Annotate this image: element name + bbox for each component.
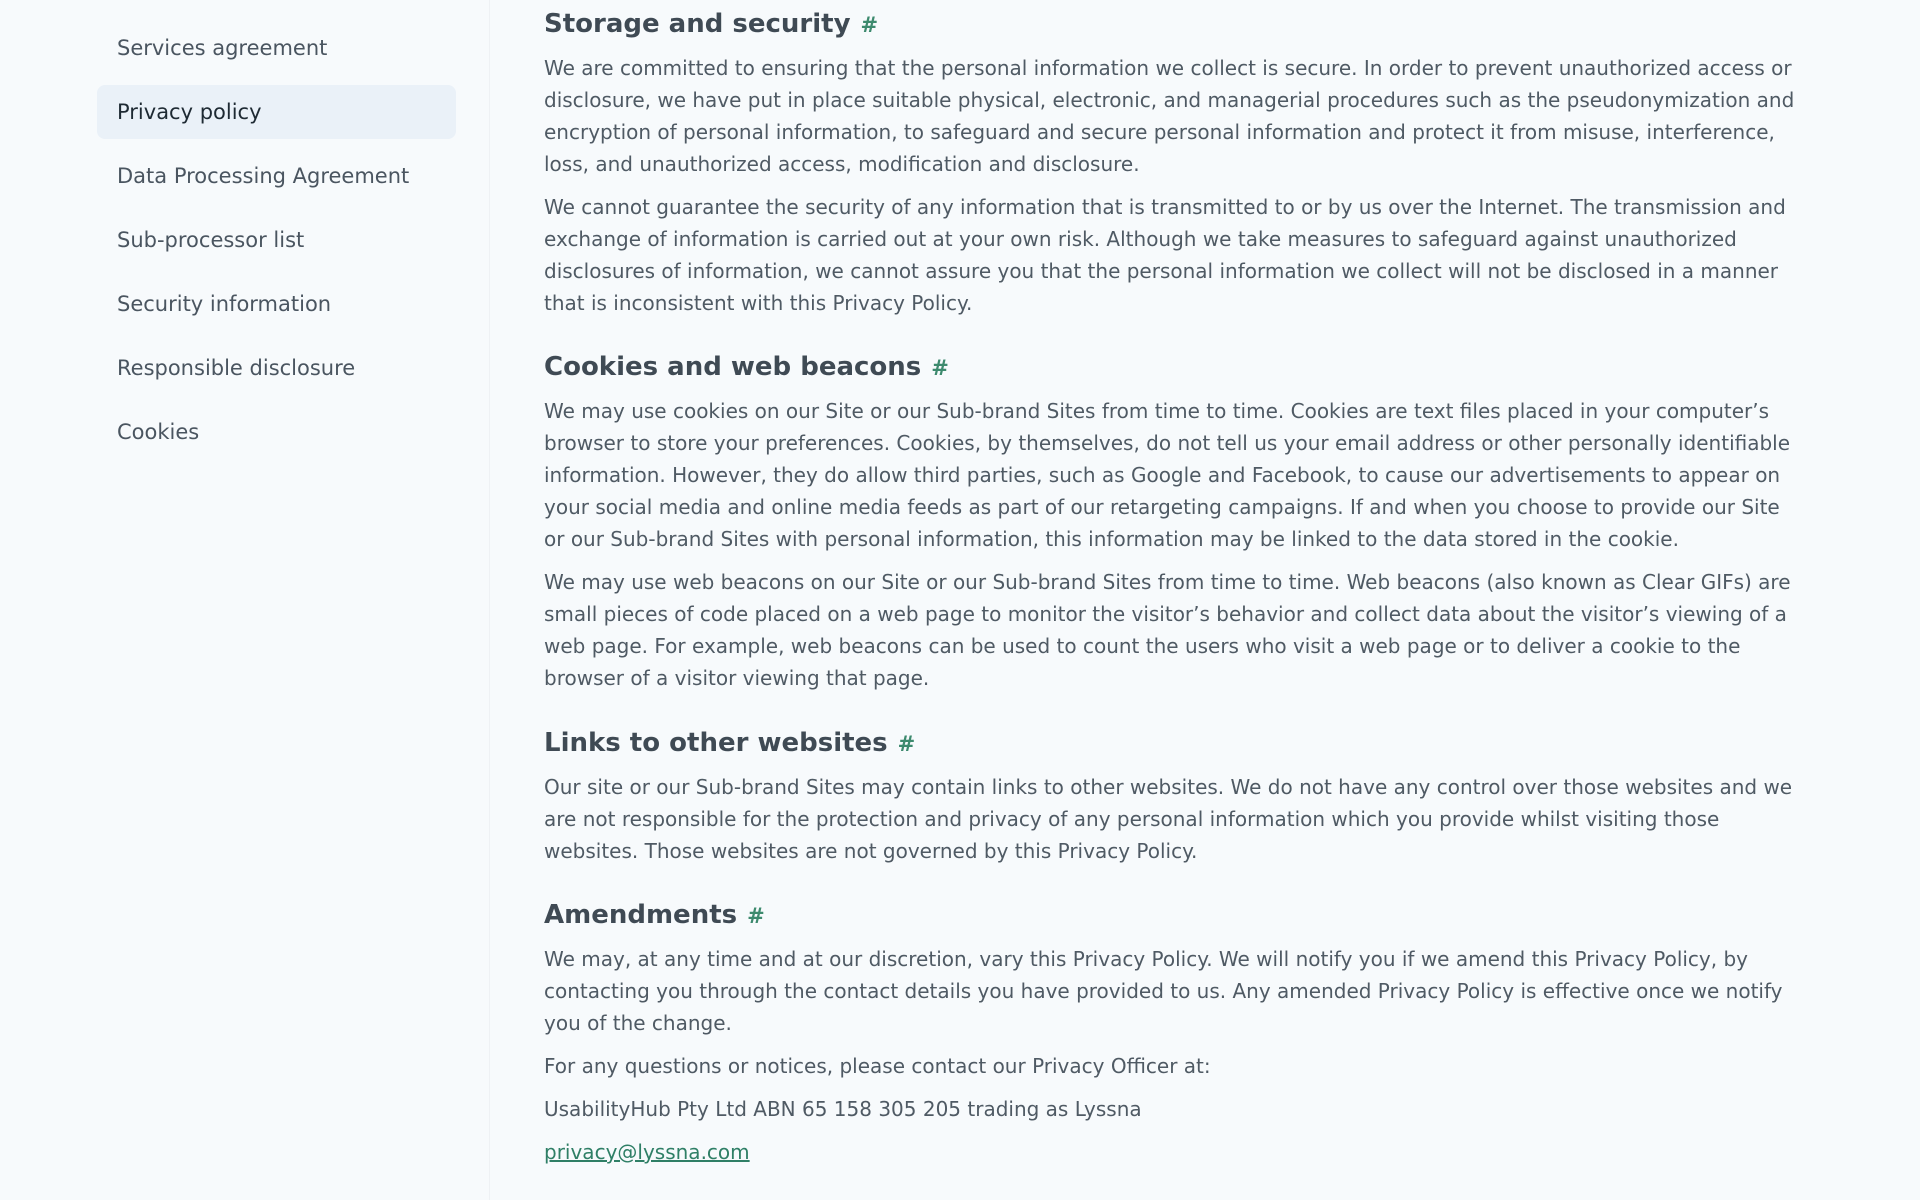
storage-paragraph-1: We are committed to ensuring that the personal information we collect is secure. In order to prevent unauthorized access or disclosure, we have put in place suitable physical, electronic, and managerial procedures such as the pseudonymization and encryption of personal information, to safeguard and secure personal information and protect it from misuse, interference, loss, and unauthorized access, modification and disclosure. xyxy=(544,56,1795,176)
section-title-text: Cookies and web beacons xyxy=(544,352,922,382)
sidebar-item-data-processing-agreement[interactable]: Data Processing Agreement xyxy=(117,164,410,188)
amendments-contact-intro: For any questions or notices, please contact our Privacy Officer at: xyxy=(544,1054,1211,1078)
section-heading-amendments xyxy=(544,899,765,932)
section-heading-storage-and-security xyxy=(544,8,878,41)
privacy-email-link[interactable]: privacy@lyssna.com xyxy=(544,1140,750,1164)
sidebar-item-sub-processor-list[interactable]: Sub-processor list xyxy=(117,228,305,252)
links-paragraph-1: Our site or our Sub-brand Sites may contain links to other websites. We do not have any control over those websites and we are not responsible for the protection and privacy of any personal information which you provide whilst visiting those websites. Those websites are not governed by this Privacy Policy. xyxy=(544,775,1793,863)
contact-email-paragraph xyxy=(544,1136,1800,1168)
sidebar-item-security-information[interactable]: Security information xyxy=(117,292,332,316)
section-anchor-link[interactable]: # xyxy=(931,356,949,380)
section-heading-cookies-and-web-beacons xyxy=(544,351,949,384)
section-title-text: Amendments xyxy=(544,900,738,930)
cookies-paragraph-1: We may use cookies on our Site or our Sub-brand Sites from time to time. Cookies are text files placed in your computer’s browser to store your preferences. Cookies, by themselves, do not tell us your email address or other personally identifiable information. However, they do allow third parties, such as Google and Facebook, to cause our advertisements to appear on your social media and online media feeds as part of our retargeting campaigns. If and when you choose to provide our Site or our Sub-brand Sites with personal information, this information may be linked to the data stored in the cookie. xyxy=(544,399,1791,551)
sidebar-item-privacy-policy[interactable]: Privacy policy xyxy=(97,85,456,139)
cookies-paragraph-2: We may use web beacons on our Site or our Sub-brand Sites from time to time. Web beacons (also known as Clear GIFs) are small pieces of code placed on a web page to monitor the visitor’s behavior and collect data about the visitor’s viewing of a web page. For example, web beacons can be used to count the users who visit a web page or to deliver a cookie to the browser of a visitor viewing that page. xyxy=(544,570,1791,690)
amendments-paragraph-1: We may, at any time and at our discretion, vary this Privacy Policy. We will notify you if we amend this Privacy Policy, by contacting you through the contact details you have provided to us. Any amended Privacy Policy is effective once we notify you of the change. xyxy=(544,947,1783,1035)
section-title-text: Links to other websites xyxy=(544,728,888,758)
storage-paragraph-2: We cannot guarantee the security of any information that is transmitted to or by us over the Internet. The transmission and exchange of information is carried out at your own risk. Although we take measures to safeguard against unauthorized disclosures of information, we cannot assure you that the personal information we collect will not be disclosed in a manner that is inconsistent with this Privacy Policy. xyxy=(544,195,1786,315)
section-anchor-link[interactable]: # xyxy=(747,904,765,928)
company-details: UsabilityHub Pty Ltd ABN 65 158 305 205 trading as Lyssna xyxy=(544,1097,1142,1121)
sidebar-item-responsible-disclosure[interactable]: Responsible disclosure xyxy=(117,356,356,380)
sidebar-nav xyxy=(0,0,490,1200)
section-title-text: Storage and security xyxy=(544,9,851,39)
sidebar-item-services-agreement[interactable]: Services agreement xyxy=(117,36,328,60)
sidebar-item-cookies[interactable]: Cookies xyxy=(117,420,200,444)
section-anchor-link[interactable]: # xyxy=(897,732,916,756)
section-heading-links-to-other-websites xyxy=(544,727,915,760)
section-anchor-link[interactable]: # xyxy=(860,13,879,37)
